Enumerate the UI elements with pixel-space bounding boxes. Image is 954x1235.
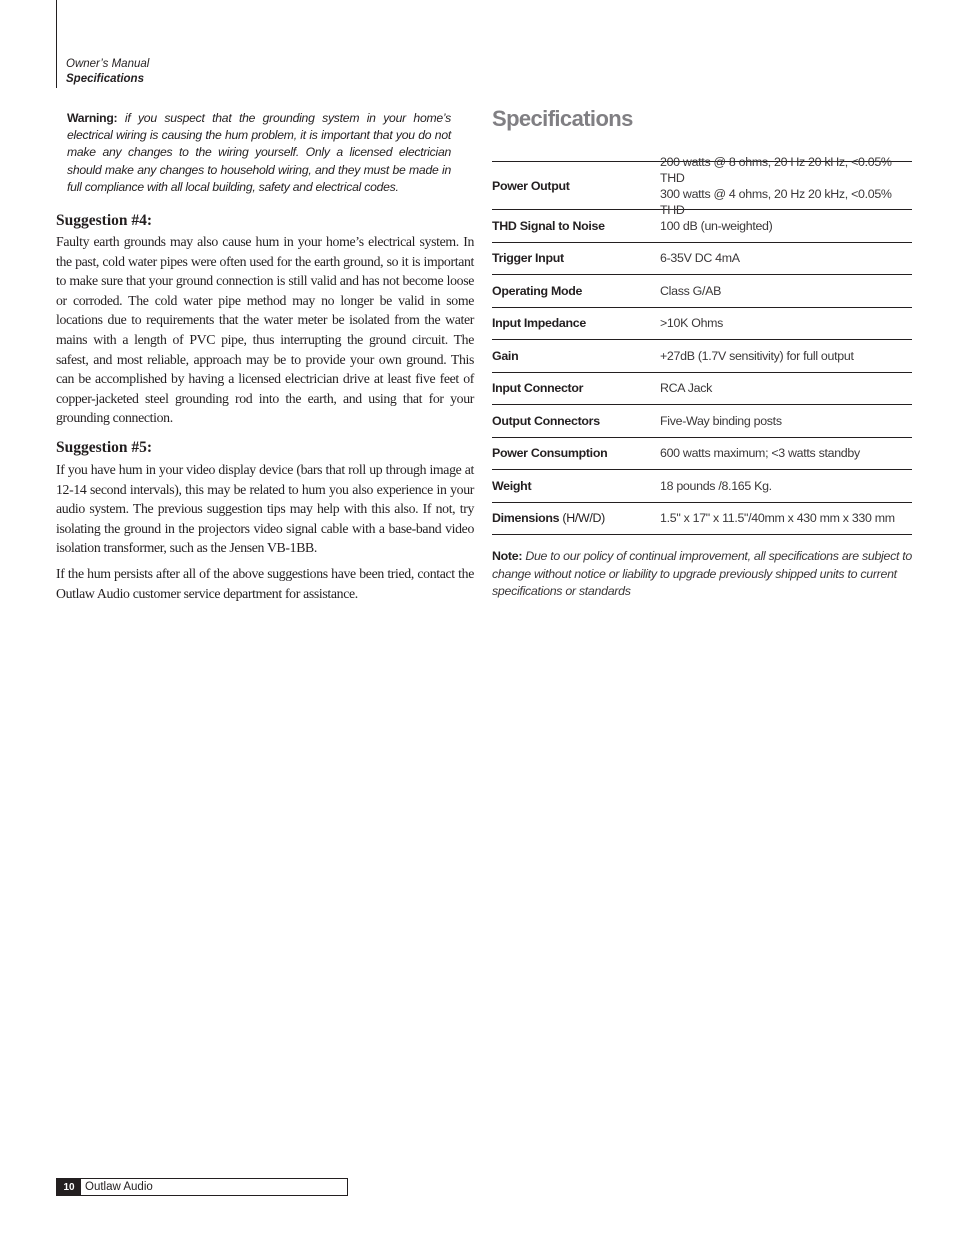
spec-value: 18 pounds /8.165 Kg. (660, 478, 772, 493)
spec-value: 100 dB (un-weighted) (660, 218, 773, 233)
spec-value: 200 watts @ 8 ohms, 20 Hz 20 kHz, <0.05% THD 300 watts @ 4 ohms, 20 Hz 20 kHz, <0.05% THD (660, 154, 892, 217)
spec-label: Output Connectors (492, 413, 600, 428)
suggestion-4-body: Faulty earth grounds may also cause hum in your home’s electrical system. In the past, cold water pipes were often used for the earth ground, so it is important to make sure that your ground connection is still valid and has not become loose or corroded. The cold water pipe method may no longer be valid in some locations due to requirements that the water meter be isolated from the water mains with a length of PVC pipe, thus interrupting the ground circuit. The safest, and most reliable, approach may be to provide your own ground. This can be accomplished by having a licensed electrician drive at least five feet of copper-jacketed steel grounding rod into the earth, and using that for your grounding connection. (56, 234, 474, 426)
running-head (66, 57, 149, 87)
spec-value: >10K Ohms (660, 316, 724, 331)
warning-lead: Warning: (67, 111, 118, 125)
spec-label: Operating Mode (492, 283, 583, 298)
spec-label: Dimensions (H/W/D) (492, 511, 606, 526)
specifications-note (492, 548, 912, 601)
specifications-heading: Specifications (492, 106, 633, 131)
suggestion-5-body: If you have hum in your video display device (bars that roll up through image at 12-14 second intervals), this may be related to hum you also experience in your audio system. The previous suggestion tips may help with this also. If not, try isolating the ground in the projectors video signal cable with a base-band video isolation transformer, such as the Jensen VB-1BB. (56, 462, 474, 556)
warning-paragraph (67, 110, 451, 196)
suggestion-4-heading: Suggestion #4: (56, 212, 153, 229)
spec-label: Input Impedance (492, 316, 586, 331)
spec-label: Trigger Input (492, 251, 564, 266)
spec-label: Input Connector (492, 381, 584, 396)
spec-value: 1.5" x 17" x 11.5"/40mm x 430 mm x 330 mm (660, 511, 895, 526)
spec-label: Power Output (492, 178, 570, 193)
page-footer (56, 1178, 348, 1196)
spec-row-trigger-input (492, 243, 912, 276)
spec-row-power-consumption (492, 438, 912, 471)
suggestion-5-heading: Suggestion #5: (56, 439, 153, 456)
spec-value: Class G/AB (660, 283, 722, 298)
spec-label: Weight (492, 478, 532, 493)
spec-label: Power Consumption (492, 446, 608, 461)
spec-row-input-impedance (492, 308, 912, 341)
spec-value: RCA Jack (660, 381, 712, 396)
header-rule (56, 0, 57, 88)
spec-value: +27dB (1.7V sensitivity) for full output (660, 348, 854, 363)
spec-row-power-output (492, 154, 912, 217)
spec-row-output-connectors (492, 405, 912, 438)
running-head-manual: Owner’s Manual (66, 58, 150, 70)
page-number: 10 (57, 1179, 81, 1195)
spec-value: 6-35V DC 4mA (660, 251, 740, 266)
footer-brand: Outlaw Audio (85, 1181, 153, 1193)
spec-value: Five-Way binding posts (660, 413, 782, 428)
specifications-table (492, 154, 912, 535)
spec-label: THD Signal to Noise (492, 218, 605, 233)
closing-paragraph: If the hum persists after all of the above suggestions have been tried, contact the Outlaw Audio customer service department for assistance. (56, 566, 474, 601)
warning-text: if you suspect that the grounding system in your home’s electrical wiring is causing the hum problem, it is important that you do not make any changes to the wiring yourself. Only a licensed electrician should make any changes to household wiring, and they must be made in full compliance with all local building, safety and electrical codes. (67, 111, 451, 194)
spec-row-weight (492, 470, 912, 503)
spec-value: 600 watts maximum; <3 watts standby (660, 446, 860, 461)
spec-row-dimensions (492, 503, 912, 536)
spec-row-operating-mode (492, 275, 912, 308)
note-text: Due to our policy of continual improvement, all specifications are subject to change without notice or liability to upgrade previously shipped units to current specifications or standards (492, 549, 913, 599)
spec-row-input-connector (492, 373, 912, 406)
note-lead: Note: (492, 549, 523, 563)
spec-label: Gain (492, 348, 519, 363)
running-head-section: Specifications (66, 73, 144, 85)
spec-row-gain (492, 340, 912, 373)
